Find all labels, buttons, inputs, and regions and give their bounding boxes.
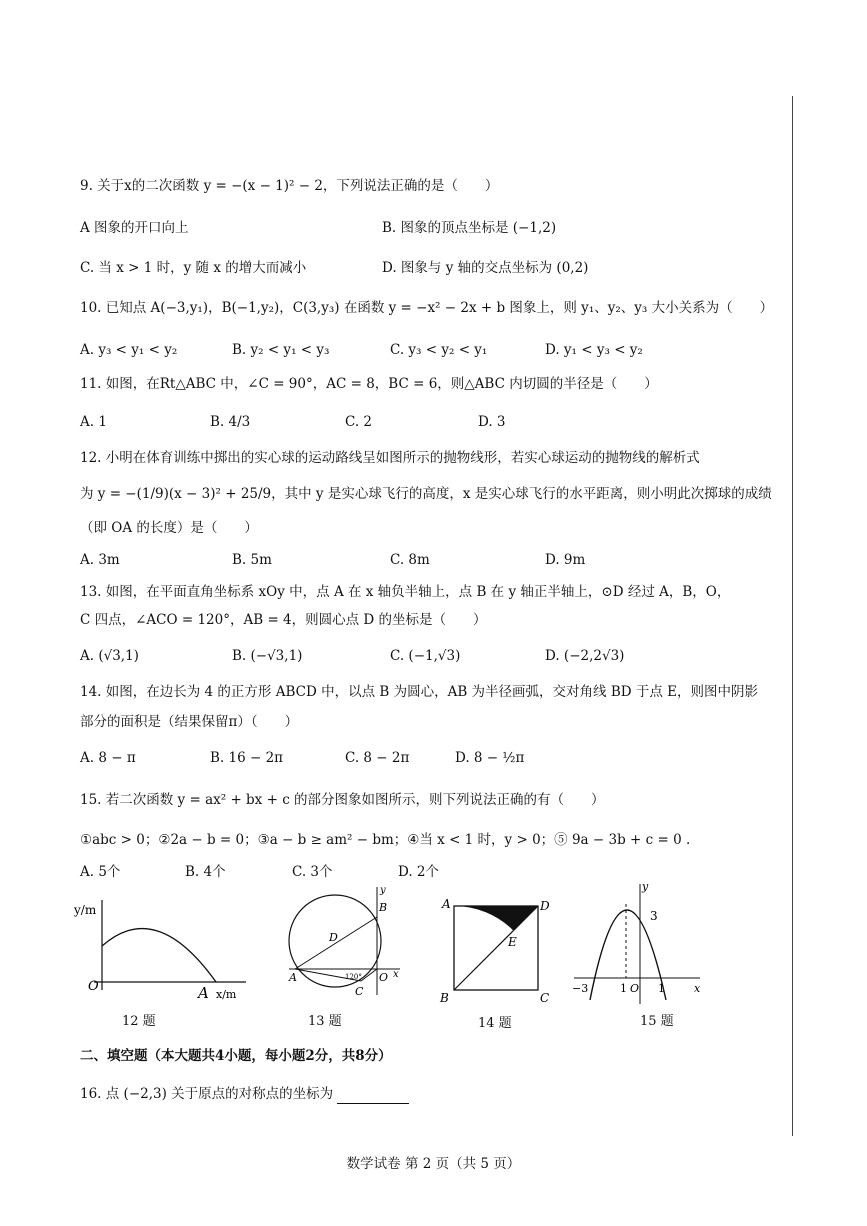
figure-15 (570, 880, 710, 1010)
f14-label-b: B (440, 991, 449, 1005)
q12-stem-line3: （即 OA 的长度）是（ ） (80, 520, 258, 536)
f13-segment-co (361, 969, 377, 981)
q10-option-a: A. y₃ < y₁ < y₂ (80, 342, 178, 358)
f14-label-e: E (508, 935, 517, 949)
q12-stem-line2: 为 y = −(1/9)(x − 3)² + 25/9，其中 y 是实心球飞行的高度，x 是实心球飞行的水平距离，则小明此次掷球的成绩 (80, 486, 772, 502)
q13-stem-line2: C 四点，∠ACO = 120°，AB = 4，则圆心点 D 的坐标是（ ） (80, 612, 487, 628)
f12-y-label: y/m (74, 903, 97, 917)
q13-option-c: C. (−1,√3) (390, 648, 461, 664)
q11-option-c: C. 2 (345, 414, 373, 430)
q10-option-b: B. y₂ < y₁ < y₃ (232, 342, 330, 358)
f13-label-o: O (379, 971, 389, 984)
f12-origin-label: O (88, 979, 99, 994)
q14-option-d: D. 8 − ½π (455, 750, 525, 766)
q12-option-a: A. 3m (80, 552, 120, 568)
q12-option-c: C. 8m (390, 552, 430, 568)
f12-parabola (102, 929, 216, 982)
q12-option-d: D. 9m (545, 552, 586, 568)
f15-label-x: x (694, 982, 701, 995)
f14-label-a: A (442, 897, 451, 911)
f13-label-d: D (329, 931, 338, 944)
f13-label-c: C (355, 985, 364, 998)
q15-option-d: D. 2个 (398, 864, 440, 880)
margin-rule (792, 96, 793, 1136)
f14-label-d: D (540, 899, 550, 913)
q15-option-a: A. 5个 (80, 864, 121, 880)
q11-option-b: B. 4/3 (210, 414, 251, 430)
q13-option-d: D. (−2,2√3) (545, 648, 625, 664)
f15-label-neg3: −3 (572, 982, 589, 995)
f13-label-x: x (393, 969, 399, 980)
q15-stem-line1: 15. 若二次函数 y = ax² + bx + c 的部分图象如图所示，则下列说法正确的有（ ） (80, 792, 605, 808)
q14-option-b: B. 16 − 2π (210, 750, 284, 766)
figure-15-caption: 15 题 (640, 1014, 674, 1029)
q13-option-a: A. (√3,1) (80, 648, 139, 664)
f15-parabola (590, 910, 666, 1000)
f14-diagonal-bd (454, 906, 538, 990)
q12-option-b: B. 5m (232, 552, 272, 568)
f12-point-a-label: A (198, 984, 209, 1002)
q14-stem-line2: 部分的面积是（结果保留π）（ ） (80, 714, 299, 730)
figure-14 (438, 892, 558, 1012)
q12-stem-line1: 12. 小明在体育训练中掷出的实心球的运动路线呈如图所示的抛物线形，若实心球运动的抛物线的解析式 (80, 450, 700, 466)
q13-stem-line1: 13. 如图，在平面直角坐标系 xOy 中，点 A 在 x 轴负半轴上，点 B 在 y 轴正半轴上，⊙D 经过 A，B，O， (80, 584, 731, 600)
figure-13 (285, 885, 405, 1005)
q14-option-a: A. 8 − π (80, 750, 136, 766)
f15-label-y: y (642, 880, 649, 893)
q9-option-c: C. 当 x > 1 时，y 随 x 的增大而减小 (80, 260, 307, 276)
figure-14-caption: 14 题 (478, 1016, 512, 1031)
q15-option-c: C. 3个 (292, 864, 333, 880)
figure-12-caption: 12 题 (122, 1014, 156, 1029)
q14-stem-line1: 14. 如图，在边长为 4 的正方形 ABCD 中，以点 B 为圆心，AB 为半径画弧，交对角线 BD 于点 E，则图中阴影 (80, 684, 759, 700)
q9-option-b: B. 图象的顶点坐标是 (−1,2) (382, 220, 557, 236)
f14-label-c: C (540, 991, 550, 1005)
q10-stem: 10. 已知点 A(−3,y₁)，B(−1,y₂)，C(3,y₃) 在函数 y = −x² − 2x + b 图象上，则 y₁、y₂、y₃ 大小关系为（ ） (80, 300, 774, 316)
f15-label-origin: O (630, 982, 640, 995)
q11-option-d: D. 3 (478, 414, 506, 430)
f12-x-label: x/m (216, 988, 237, 1001)
f13-label-y: y (380, 885, 386, 896)
q10-option-d: D. y₁ < y₃ < y₂ (545, 342, 643, 358)
q13-option-b: B. (−√3,1) (232, 648, 303, 664)
figure-12 (70, 890, 250, 1010)
figure-13-caption: 13 题 (308, 1014, 342, 1029)
f15-label-one-right: 1 (658, 982, 665, 995)
q15-stem-line2: ①abc > 0；②2a − b = 0；③a − b ≥ am² − bm；④当 x < 1 时，y > 0；⑤ 9a − 3b + c = 0 . (80, 832, 691, 848)
q16-text: 16. 点 (−2,3) 关于原点的对称点的坐标为 (80, 1086, 334, 1102)
q10-option-c: C. y₃ < y₂ < y₁ (390, 342, 488, 358)
q9-stem: 9. 关于x的二次函数 y = −(x − 1)² − 2，下列说法正确的是（ ） (80, 178, 499, 194)
f15-label-one-left: 1 (620, 982, 627, 995)
q9-option-a: A 图象的开口向上 (80, 220, 189, 236)
f13-label-a: A (289, 971, 297, 984)
q14-option-c: C. 8 − 2π (345, 750, 410, 766)
q11-stem: 11. 如图，在Rt△ABC 中，∠C = 90°，AC = 8，BC = 6，则△ABC 内切圆的半径是（ ） (80, 376, 658, 392)
page-footer: 数学试卷 第 2 页（共 5 页） (346, 1156, 521, 1172)
q16-answer-blank[interactable] (337, 1089, 409, 1104)
q11-option-a: A. 1 (80, 414, 107, 430)
f15-label-three: 3 (650, 909, 658, 923)
q15-option-b: B. 4个 (185, 864, 226, 880)
q16-line (80, 1084, 409, 1104)
f13-label-angle: 120° (345, 973, 362, 981)
q9-option-d: D. 图象与 y 轴的交点坐标为 (0,2) (382, 260, 589, 276)
section-2-title: 二、填空题（本大题共4小题，每小题2分，共8分） (80, 1048, 392, 1064)
f13-label-b: B (379, 901, 388, 914)
